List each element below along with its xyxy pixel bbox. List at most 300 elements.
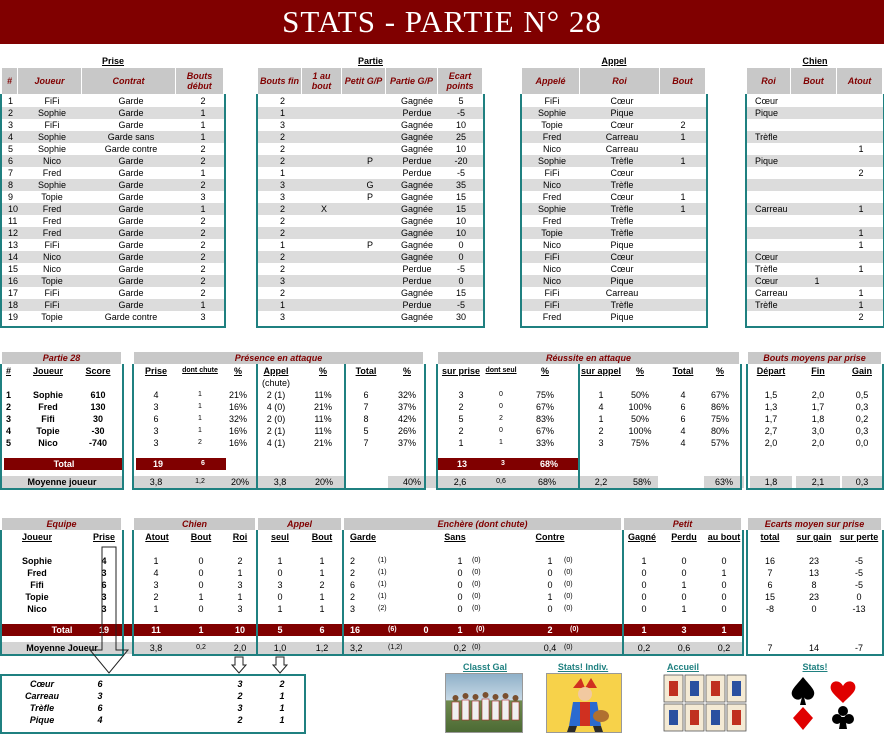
moyenne-cell-4: 20% bbox=[302, 476, 346, 488]
classt-gal-link[interactable]: Classt Gal bbox=[462, 662, 508, 672]
mid-header-7: % bbox=[318, 366, 327, 376]
cell-un-au-bout bbox=[304, 299, 344, 311]
mid-cell-13: 1 bbox=[598, 390, 604, 400]
moyenne-cell-9: 2,2 bbox=[576, 476, 626, 488]
prise-header bbox=[2, 68, 224, 94]
bottom-cell-14: 0 bbox=[681, 568, 687, 578]
cell-roi: Pique bbox=[610, 276, 634, 286]
bottom-moyenne-7: 0,2 bbox=[453, 643, 467, 653]
cell-roi: Cœur bbox=[610, 96, 634, 106]
cell-partie-gp: Gagnée bbox=[400, 96, 434, 106]
classt-gal-image[interactable] bbox=[445, 673, 523, 733]
cell-bouts-fin: 1 bbox=[280, 240, 286, 250]
total-label: Total bbox=[4, 458, 124, 470]
cell-chien-roi bbox=[755, 167, 795, 179]
cell-un-au-bout bbox=[304, 191, 344, 203]
cell-un-au-bout bbox=[304, 143, 344, 155]
bottom-cell-15: 0 bbox=[721, 556, 727, 566]
cell-joueur: FiFi bbox=[44, 288, 60, 298]
cell-un-au-bout bbox=[304, 275, 344, 287]
cell-appele: Fred bbox=[542, 132, 562, 142]
cell-num: 15 bbox=[8, 264, 19, 274]
table-row bbox=[522, 107, 706, 119]
bottom-moyenne-11: 0,2 bbox=[637, 643, 651, 653]
bottom-header-14: sur gain bbox=[796, 532, 832, 542]
mid-cell-1: Fifi bbox=[41, 414, 55, 424]
cell-contrat: Garde sans bbox=[107, 132, 155, 142]
table-row bbox=[747, 239, 883, 251]
divider bbox=[132, 654, 744, 656]
mid-cell-3: 6 bbox=[153, 414, 159, 424]
suit-count: 4 bbox=[97, 715, 103, 725]
cell-partie-gp: Gagnée bbox=[400, 252, 434, 262]
cell-atout bbox=[839, 179, 883, 191]
mid-cell-6: 2 (1) bbox=[266, 426, 286, 436]
cell-atout: 1 bbox=[858, 240, 864, 250]
bottom-cell-17: 0 bbox=[811, 604, 817, 614]
cell-petit-gp bbox=[348, 215, 392, 227]
bottom-total-12: (0) bbox=[570, 624, 606, 636]
bottom-cell-1: 3 bbox=[101, 604, 107, 614]
bottom-cell-4: 1 bbox=[237, 592, 243, 602]
cell-un-au-bout bbox=[304, 95, 344, 107]
suit-count: 6 bbox=[97, 703, 103, 713]
mid-cell-18: 2,0 bbox=[811, 390, 825, 400]
cell-contrat: Garde bbox=[118, 120, 144, 130]
mid-cell-13: 4 bbox=[598, 402, 604, 412]
chien-bottom-title: Chien bbox=[134, 518, 256, 530]
cell-bouts-debut: 3 bbox=[200, 312, 206, 322]
mid-cell-16: 57% bbox=[710, 438, 729, 448]
mid-cell-2: 130 bbox=[90, 402, 106, 412]
cell-roi: Trèfle bbox=[610, 228, 634, 238]
cell-petit-gp bbox=[348, 299, 392, 311]
cell-petit-gp bbox=[348, 203, 392, 215]
moyenne-cell-12: 1,8 bbox=[750, 476, 792, 488]
equipe-title: Equipe bbox=[2, 518, 122, 530]
header-atout: Atout bbox=[837, 68, 883, 94]
cell-bouts-debut: 2 bbox=[200, 96, 206, 106]
accueil-image[interactable] bbox=[663, 673, 747, 733]
mid-cell-14: 75% bbox=[630, 438, 649, 448]
bottom-cell-5: 1 bbox=[277, 556, 283, 566]
mid-cell-11: 0 bbox=[499, 391, 503, 398]
mid-cell-18: 1,7 bbox=[811, 402, 825, 412]
cell-bouts-fin: 2 bbox=[280, 132, 286, 142]
mid-header-13: sur appel bbox=[580, 366, 621, 376]
cell-chien-bout bbox=[795, 131, 839, 143]
bottom-cell-16: 6 bbox=[767, 580, 773, 590]
cell-num: 13 bbox=[8, 240, 19, 250]
bottom-cell-12: (0) bbox=[564, 593, 573, 600]
table-row bbox=[258, 215, 483, 227]
group-photo-icon bbox=[446, 674, 524, 734]
mid-cell-16: 67% bbox=[710, 390, 729, 400]
bottom-header-9: Contre bbox=[535, 532, 565, 542]
cell-roi: Carreau bbox=[605, 132, 639, 142]
bottom-moyenne-13: 0,2 bbox=[717, 643, 731, 653]
cell-num: 2 bbox=[8, 108, 14, 118]
bottom-cell-15: 0 bbox=[721, 604, 727, 614]
bottom-moyenne-16: -7 bbox=[854, 643, 863, 653]
cell-atout bbox=[839, 215, 883, 227]
cell-contrat: Garde bbox=[118, 168, 144, 178]
cell-partie-gp: Perdue bbox=[402, 276, 432, 286]
mid-header-11: dont seul bbox=[485, 367, 517, 374]
bottom-header-10: Gagné bbox=[627, 532, 656, 542]
stats-indiv-link[interactable]: Stats! Indiv. bbox=[557, 662, 609, 672]
cell-chien-roi: Cœur bbox=[755, 276, 778, 286]
table-row bbox=[522, 179, 706, 191]
bottom-cell-14: 0 bbox=[681, 592, 687, 602]
cell-chien-bout bbox=[795, 167, 839, 179]
mid-header-16: % bbox=[715, 366, 724, 376]
cell-partie-gp: Perdue bbox=[402, 156, 432, 166]
mid-header-15: Total bbox=[672, 366, 694, 376]
cell-un-au-bout bbox=[304, 251, 344, 263]
cell-bout bbox=[660, 287, 706, 299]
mid-header-6: Appel bbox=[263, 366, 289, 376]
table-row bbox=[2, 215, 224, 227]
header-contrat: Contrat bbox=[82, 68, 176, 94]
cell-bouts-debut: 1 bbox=[200, 204, 206, 214]
cell-atout: 2 bbox=[858, 168, 864, 178]
bottom-cell-11: 1 bbox=[547, 556, 553, 566]
stats-indiv-image[interactable] bbox=[546, 673, 622, 733]
cell-appele: FiFi bbox=[544, 288, 560, 298]
bottom-total-11: 2 bbox=[532, 624, 568, 636]
bottom-total-3: 10 bbox=[222, 624, 258, 636]
mid-cell-2: 30 bbox=[92, 414, 103, 424]
mid-cell-8: 5 bbox=[363, 426, 369, 436]
total-chute: 6 bbox=[180, 458, 226, 470]
table-row bbox=[258, 227, 483, 239]
cell-un-au-bout bbox=[304, 119, 344, 131]
cell-roi: Cœur bbox=[610, 264, 634, 274]
cell-petit-gp bbox=[348, 227, 392, 239]
cell-atout: 1 bbox=[858, 144, 864, 154]
table-row bbox=[747, 107, 883, 119]
cell-ecart: 10 bbox=[455, 216, 466, 226]
suit-count: 6 bbox=[97, 679, 103, 689]
bottom-total-0: 19 bbox=[86, 624, 122, 636]
bottom-total-8: 0 bbox=[416, 624, 436, 636]
cell-num: 11 bbox=[8, 216, 18, 226]
cell-ecart: 30 bbox=[455, 312, 466, 322]
cell-un-au-bout bbox=[304, 227, 344, 239]
bottom-moyenne-8: (0) bbox=[472, 644, 481, 651]
mid-cell-0: 3 bbox=[6, 414, 12, 424]
mid-cell-14: 50% bbox=[630, 414, 649, 424]
bottom-cell-18: -5 bbox=[854, 568, 863, 578]
cell-num: 17 bbox=[8, 288, 19, 298]
mid-cell-2: -740 bbox=[88, 438, 107, 448]
moyenne-cell-7: 0,6 bbox=[484, 476, 518, 488]
arrow-down-icon bbox=[231, 656, 247, 674]
cell-num: 9 bbox=[8, 192, 14, 202]
bottom-header-13: total bbox=[760, 532, 780, 542]
mid-cell-6: 4 (1) bbox=[266, 438, 286, 448]
mid-cell-1: Sophie bbox=[32, 390, 63, 400]
stats-suits-image[interactable] bbox=[785, 673, 865, 733]
mid-cell-3: 3 bbox=[153, 426, 159, 436]
mid-cell-11: 0 bbox=[499, 427, 503, 434]
cell-bouts-debut: 2 bbox=[200, 252, 206, 262]
cell-bout bbox=[660, 251, 706, 263]
cell-chien-roi bbox=[755, 311, 795, 323]
bottom-total-7: (6) bbox=[388, 624, 416, 636]
cell-chien-roi: Pique bbox=[755, 108, 779, 118]
suit-roi: 3 bbox=[237, 679, 243, 689]
table-row bbox=[2, 702, 304, 714]
cell-partie-gp: Gagnée bbox=[400, 240, 434, 250]
cell-appele: FiFi bbox=[544, 96, 560, 106]
header-bouts-debut: Bouts début bbox=[176, 68, 224, 94]
cell-atout bbox=[839, 251, 883, 263]
cell-petit-gp: P bbox=[366, 156, 373, 166]
bottom-cell-13: 0 bbox=[641, 604, 647, 614]
table-row bbox=[522, 119, 706, 131]
bottom-cell-0: Topie bbox=[25, 592, 49, 602]
bottom-moyenne-5: 3,2 bbox=[350, 643, 363, 653]
table-row bbox=[522, 95, 706, 107]
bottom-cell-2: 3 bbox=[153, 580, 159, 590]
header-ecart-points: Ecart points bbox=[438, 68, 483, 94]
cell-contrat: Garde bbox=[118, 204, 144, 214]
bottom-cell-2: 1 bbox=[153, 556, 159, 566]
bottom-cell-18: -5 bbox=[854, 580, 863, 590]
cell-contrat: Garde bbox=[118, 96, 144, 106]
mid-cell-2: 610 bbox=[90, 390, 106, 400]
moyenne-cell-10: 58% bbox=[626, 476, 658, 488]
mid-cell-14: 100% bbox=[628, 402, 652, 412]
suit-roi: 2 bbox=[237, 715, 243, 725]
cell-un-au-bout: X bbox=[320, 204, 327, 214]
suit-bout: 1 bbox=[279, 715, 285, 725]
mid-cell-18: 1,8 bbox=[811, 414, 825, 424]
cell-partie-gp: Gagnée bbox=[400, 228, 434, 238]
mid-cell-11: 0 bbox=[499, 403, 503, 410]
suit-bout: 2 bbox=[279, 679, 285, 689]
table-row bbox=[2, 131, 224, 143]
cell-num: 5 bbox=[8, 144, 14, 154]
table-row bbox=[747, 143, 883, 155]
mid-stats-table bbox=[0, 364, 884, 492]
cell-ecart: 0 bbox=[458, 252, 464, 262]
page-title: STATS - PARTIE N° 28 bbox=[0, 0, 884, 44]
mid-cell-15: 4 bbox=[680, 438, 686, 448]
bottom-moyenne-1: 0,2 bbox=[196, 644, 206, 651]
mid-cell-12: 67% bbox=[535, 402, 554, 412]
cell-appele: Topie bbox=[541, 228, 563, 238]
cell-petit-gp bbox=[348, 251, 392, 263]
cell-bout bbox=[660, 299, 706, 311]
cell-contrat: Garde bbox=[118, 228, 144, 238]
table-row bbox=[747, 119, 883, 131]
cell-contrat: Garde bbox=[118, 192, 144, 202]
bottom-cell-13: 0 bbox=[641, 580, 647, 590]
mid-cell-15: 4 bbox=[680, 426, 686, 436]
cell-ecart: 25 bbox=[455, 132, 466, 142]
moyenne-cell-11: 63% bbox=[704, 476, 744, 488]
section-chien: Chien bbox=[802, 56, 828, 66]
table-row bbox=[747, 299, 883, 311]
header-appele: Appelé bbox=[522, 68, 580, 94]
divider bbox=[746, 530, 748, 656]
cell-joueur: Sophie bbox=[37, 132, 67, 142]
cell-chien-bout bbox=[795, 239, 839, 251]
cell-joueur: Topie bbox=[41, 312, 63, 322]
bottom-cell-8: (1) bbox=[378, 557, 387, 564]
table-row bbox=[522, 203, 706, 215]
cell-atout bbox=[839, 131, 883, 143]
total-prise: 19 bbox=[136, 458, 180, 470]
bottom-cell-3: 0 bbox=[198, 556, 204, 566]
partie-28-title: Partie 28 bbox=[2, 352, 122, 364]
divider bbox=[0, 488, 124, 490]
spade-icon bbox=[792, 677, 815, 705]
heart-icon bbox=[831, 681, 856, 703]
cell-joueur: Fred bbox=[42, 168, 62, 178]
accueil-link[interactable]: Accueil bbox=[666, 662, 699, 672]
cell-partie-gp: Perdue bbox=[402, 168, 432, 178]
cell-roi: Trèfle bbox=[610, 216, 634, 226]
cell-joueur: Topie bbox=[41, 276, 63, 286]
mid-cell-7: 11% bbox=[314, 390, 332, 400]
cell-bouts-fin: 2 bbox=[280, 156, 286, 166]
mid-cell-5: 16% bbox=[228, 402, 247, 412]
bottom-cell-12: (0) bbox=[564, 569, 573, 576]
cell-bouts-debut: 2 bbox=[200, 240, 206, 250]
cell-chien-roi bbox=[755, 119, 795, 131]
cell-petit-gp bbox=[348, 275, 392, 287]
bottom-cell-18: 0 bbox=[856, 592, 862, 602]
cell-bouts-debut: 1 bbox=[200, 300, 206, 310]
table-row bbox=[747, 287, 883, 299]
cell-roi: Cœur bbox=[610, 192, 634, 202]
bottom-header-1: Prise bbox=[92, 532, 116, 542]
prise-table bbox=[0, 94, 226, 328]
cell-joueur: FiFi bbox=[44, 96, 60, 106]
table-row bbox=[747, 95, 883, 107]
bottom-cell-15: 1 bbox=[721, 568, 727, 578]
bottom-cell-10: (0) bbox=[472, 581, 481, 588]
bottom-header-4: Roi bbox=[232, 532, 248, 542]
bottom-cell-4: 3 bbox=[237, 580, 243, 590]
bottom-cell-4: 3 bbox=[237, 604, 243, 614]
cell-bouts-debut: 1 bbox=[200, 168, 206, 178]
cell-appele: FiFi bbox=[544, 168, 560, 178]
cell-un-au-bout bbox=[304, 155, 344, 167]
table-row bbox=[2, 155, 224, 167]
cell-bouts-debut: 1 bbox=[200, 132, 206, 142]
stats-link[interactable]: Stats! bbox=[802, 662, 828, 672]
bottom-cell-8: (1) bbox=[378, 569, 387, 576]
cell-bout bbox=[660, 215, 706, 227]
mid-header-8: Total bbox=[355, 366, 377, 376]
mid-cell-19: 0,0 bbox=[855, 438, 869, 448]
bottom-cell-7: 3 bbox=[350, 604, 356, 614]
table-row bbox=[258, 263, 483, 275]
table-row bbox=[2, 311, 224, 323]
cell-chien-roi: Trèfle bbox=[755, 132, 778, 142]
cell-bout bbox=[660, 263, 706, 275]
table-row bbox=[747, 263, 883, 275]
cell-chien-bout bbox=[795, 191, 839, 203]
divider bbox=[342, 530, 344, 656]
cell-joueur: Nico bbox=[42, 252, 61, 262]
table-row bbox=[2, 239, 224, 251]
cell-joueur: FiFi bbox=[44, 120, 60, 130]
bottom-cell-0: Nico bbox=[27, 604, 47, 614]
bottom-header-3: Bout bbox=[190, 532, 212, 542]
cell-ecart: 10 bbox=[455, 228, 466, 238]
bottom-moyenne-12: 0,6 bbox=[677, 643, 691, 653]
header-partie-gp: Partie G/P bbox=[386, 68, 438, 94]
cell-petit-gp: G bbox=[366, 180, 374, 190]
cell-chien-roi: Carreau bbox=[755, 204, 788, 214]
cell-contrat: Garde bbox=[118, 240, 144, 250]
cell-ecart: -5 bbox=[456, 108, 465, 118]
cell-num: 3 bbox=[8, 120, 14, 130]
chien-table bbox=[745, 94, 884, 328]
total-sur-prise: 13 bbox=[438, 458, 486, 470]
bottom-cell-2: 2 bbox=[153, 592, 159, 602]
bottom-cell-11: 0 bbox=[547, 604, 553, 614]
bottom-cell-16: 16 bbox=[764, 556, 775, 566]
bottom-cell-0: Fred bbox=[27, 568, 47, 578]
table-row bbox=[2, 678, 304, 690]
cell-joueur: FiFi bbox=[44, 300, 60, 310]
table-row bbox=[2, 263, 224, 275]
cell-bouts-fin: 1 bbox=[280, 108, 286, 118]
bottom-cell-1: 3 bbox=[101, 568, 107, 578]
cell-appele: Topie bbox=[541, 120, 563, 130]
cell-ecart: 35 bbox=[455, 180, 466, 190]
cell-contrat: Garde bbox=[118, 252, 144, 262]
cell-joueur: Fred bbox=[42, 216, 62, 226]
cell-un-au-bout bbox=[304, 239, 344, 251]
cell-partie-gp: Perdue bbox=[402, 108, 432, 118]
cell-partie-gp: Gagnée bbox=[400, 132, 434, 142]
bottom-cell-2: 1 bbox=[153, 604, 159, 614]
cell-bout bbox=[660, 107, 706, 119]
section-prise: Prise bbox=[101, 56, 125, 66]
cell-appele: Fred bbox=[542, 192, 562, 202]
cell-chien-bout bbox=[795, 107, 839, 119]
header-bouts-fin: Bouts fin bbox=[258, 68, 302, 94]
appel-bottom-title: Appel bbox=[258, 518, 342, 530]
divider bbox=[0, 530, 2, 656]
cell-bout: 1 bbox=[680, 204, 686, 214]
cell-num: 10 bbox=[8, 204, 19, 214]
suit-name: Trèfle bbox=[29, 703, 55, 713]
bottom-cell-4: 2 bbox=[237, 556, 243, 566]
table-row bbox=[522, 143, 706, 155]
header-petit-gp: Petit G/P bbox=[342, 68, 386, 94]
cell-roi: Carreau bbox=[605, 288, 639, 298]
cell-contrat: Garde bbox=[118, 264, 144, 274]
mid-cell-3: 3 bbox=[153, 438, 159, 448]
cell-atout bbox=[839, 119, 883, 131]
cell-roi: Trèfle bbox=[610, 156, 634, 166]
cell-partie-gp: Gagnée bbox=[400, 180, 434, 190]
diamond-icon bbox=[793, 707, 813, 730]
cell-bouts-fin: 2 bbox=[280, 216, 286, 226]
cell-appele: Nico bbox=[542, 144, 561, 154]
mid-cell-13: 2 bbox=[598, 426, 604, 436]
table-row bbox=[522, 263, 706, 275]
